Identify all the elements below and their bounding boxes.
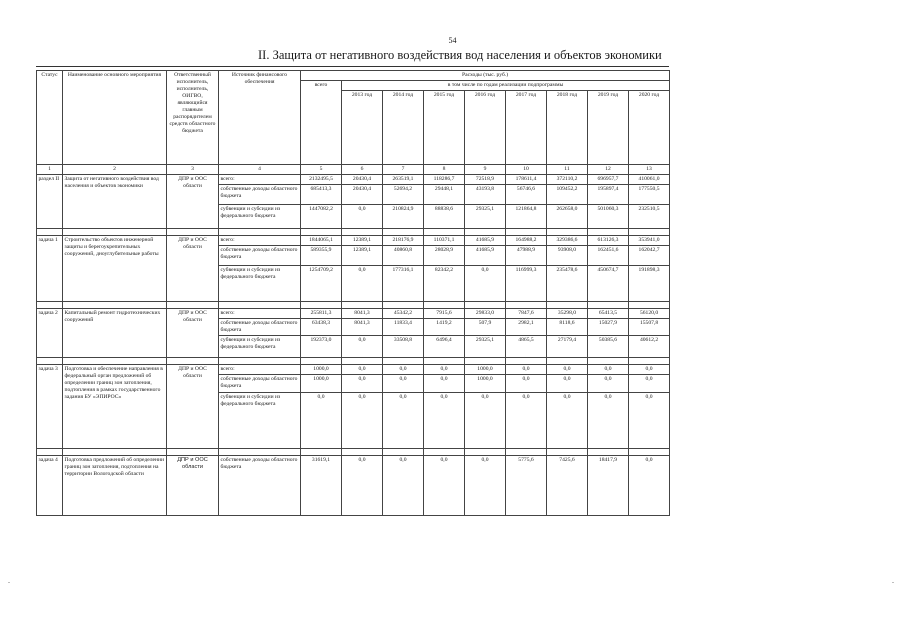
value-cell: 0,0 — [383, 392, 424, 448]
header-by-years: в том числе по годам реализации подпрограммы — [342, 80, 670, 90]
value-cell: 0,0 — [383, 374, 424, 392]
header-total: всего — [301, 80, 342, 164]
value-cell: 7847,6 — [506, 308, 547, 318]
value-cell: 1000,0 — [465, 374, 506, 392]
column-number: 1 — [37, 164, 63, 174]
value-cell: 0,0 — [342, 455, 383, 515]
value-cell: 12389,1 — [342, 245, 383, 265]
group-executor: ДПР и ООС области — [167, 235, 219, 301]
spacer-cell — [506, 301, 547, 308]
column-number: 11 — [547, 164, 588, 174]
value-cell: 263519,1 — [383, 174, 424, 184]
value-cell: 450674,7 — [588, 265, 629, 301]
header-year: 2016 год — [465, 90, 506, 164]
spacer-cell — [547, 301, 588, 308]
column-number: 5 — [301, 164, 342, 174]
value-cell: 0,0 — [342, 265, 383, 301]
spacer-cell — [342, 448, 383, 455]
value-cell: 1000,0 — [301, 374, 342, 392]
spacer-cell — [465, 357, 506, 364]
value-cell: 12389,1 — [342, 235, 383, 245]
value-cell: 195897,4 — [588, 184, 629, 204]
value-cell: 47988,9 — [506, 245, 547, 265]
header-year: 2014 год — [383, 90, 424, 164]
value-cell: 29325,1 — [465, 335, 506, 357]
value-cell: 110371,1 — [424, 235, 465, 245]
source-cell: всего: — [219, 235, 301, 245]
value-cell: 0,0 — [465, 455, 506, 515]
value-cell: 232510,5 — [629, 204, 670, 228]
value-cell: 27179,4 — [547, 335, 588, 357]
value-cell: 0,0 — [506, 364, 547, 374]
column-number: 8 — [424, 164, 465, 174]
spacer-cell — [219, 448, 301, 455]
value-cell: 1000,0 — [301, 364, 342, 374]
value-cell: 0,0 — [629, 364, 670, 374]
value-cell: 15027,9 — [588, 318, 629, 335]
value-cell: 29448,1 — [424, 184, 465, 204]
value-cell: 11833,4 — [383, 318, 424, 335]
value-cell: 109452,2 — [547, 184, 588, 204]
value-cell: 0,0 — [424, 374, 465, 392]
value-cell: 262658,0 — [547, 204, 588, 228]
value-cell: 7915,6 — [424, 308, 465, 318]
value-cell: 1447082,2 — [301, 204, 342, 228]
value-cell: 33508,8 — [383, 335, 424, 357]
value-cell: 118286,7 — [424, 174, 465, 184]
page-number: 54 — [448, 36, 457, 45]
value-cell: 31619,1 — [301, 455, 342, 515]
value-cell: 29325,1 — [465, 204, 506, 228]
spacer-cell — [383, 301, 424, 308]
value-cell: 7425,6 — [547, 455, 588, 515]
value-cell: 0,0 — [342, 392, 383, 448]
column-number: 2 — [63, 164, 167, 174]
value-cell: 589355,9 — [301, 245, 342, 265]
value-cell: 501060,3 — [588, 204, 629, 228]
header-year: 2017 год — [506, 90, 547, 164]
value-cell: 0,0 — [506, 392, 547, 448]
value-cell: 5775,6 — [506, 455, 547, 515]
value-cell: 15507,8 — [629, 318, 670, 335]
spacer-cell — [63, 301, 167, 308]
spacer-cell — [37, 448, 63, 455]
source-cell: всего: — [219, 364, 301, 374]
value-cell: 210824,9 — [383, 204, 424, 228]
spacer-cell — [219, 301, 301, 308]
column-number: 3 — [167, 164, 219, 174]
value-cell: 45342,2 — [383, 308, 424, 318]
source-cell: собственные доходы областного бюджета — [219, 184, 301, 204]
spacer-cell — [301, 448, 342, 455]
value-cell: 6496,4 — [424, 335, 465, 357]
value-cell: 0,0 — [629, 374, 670, 392]
spacer-cell — [588, 301, 629, 308]
spacer-cell — [37, 228, 63, 235]
value-cell: 8041,3 — [342, 308, 383, 318]
value-cell: 0,0 — [465, 392, 506, 448]
value-cell: 372110,2 — [547, 174, 588, 184]
header-expenses: Расходы (тыс. руб.) — [301, 71, 670, 81]
header-year: 2019 год — [588, 90, 629, 164]
group-name: Строительство объектов инженерной защиты и берегоукрепительных сооружений, дноуглубительные работы — [63, 235, 167, 301]
budget-table — [36, 70, 670, 516]
spacer-cell — [629, 301, 670, 308]
spacer-cell — [506, 357, 547, 364]
value-cell: 191898,3 — [629, 265, 670, 301]
column-number: 12 — [588, 164, 629, 174]
spacer-cell — [167, 357, 219, 364]
header-event: Наименование основного мероприятия — [63, 71, 167, 165]
spacer-cell — [424, 448, 465, 455]
value-cell: 8118,6 — [547, 318, 588, 335]
spacer-cell — [424, 357, 465, 364]
value-cell: 65413,5 — [588, 308, 629, 318]
table-row — [37, 174, 670, 184]
spacer-cell — [342, 228, 383, 235]
spacer-cell — [63, 357, 167, 364]
spacer-cell — [465, 448, 506, 455]
spacer-cell — [424, 228, 465, 235]
header-year: 2018 год — [547, 90, 588, 164]
source-cell: всего: — [219, 308, 301, 318]
value-cell: 0,0 — [424, 392, 465, 448]
spacer-cell — [167, 301, 219, 308]
value-cell: 0,0 — [588, 374, 629, 392]
value-cell: 41685,9 — [465, 245, 506, 265]
column-number: 9 — [465, 164, 506, 174]
value-cell: 1844065,1 — [301, 235, 342, 245]
value-cell: 56120,0 — [629, 308, 670, 318]
source-cell: собственные доходы областного бюджета — [219, 245, 301, 265]
spacer-cell — [506, 228, 547, 235]
value-cell: 56746,6 — [506, 184, 547, 204]
spacer-cell — [342, 301, 383, 308]
value-cell: 1254709,2 — [301, 265, 342, 301]
spacer-cell — [588, 228, 629, 235]
spacer-cell — [63, 228, 167, 235]
header-row-1 — [37, 71, 670, 81]
group-name: Капитальный ремонт гидротехнических сооружений — [63, 308, 167, 357]
group-executor: ДПР и ООС области — [167, 455, 219, 515]
header-year: 2015 год — [424, 90, 465, 164]
scan-edge-mark-left: - — [8, 580, 10, 586]
source-cell: субвенции и субсидии из федерального бюджета — [219, 204, 301, 228]
value-cell: 177550,5 — [629, 184, 670, 204]
column-number: 13 — [629, 164, 670, 174]
spacer-cell — [588, 357, 629, 364]
spacer-cell — [167, 228, 219, 235]
spacer-cell — [167, 448, 219, 455]
value-cell: 164988,2 — [506, 235, 547, 245]
table-row — [37, 308, 670, 318]
title-underline — [36, 66, 669, 67]
spacer-cell — [547, 357, 588, 364]
value-cell: 0,0 — [588, 392, 629, 448]
column-number: 4 — [219, 164, 301, 174]
table-row — [37, 235, 670, 245]
spacer-cell — [506, 448, 547, 455]
value-cell: 4865,5 — [506, 335, 547, 357]
value-cell: 0,0 — [342, 364, 383, 374]
value-cell: 63438,3 — [301, 318, 342, 335]
spacer-cell — [342, 357, 383, 364]
value-cell: 0,0 — [506, 374, 547, 392]
value-cell: 329386,6 — [547, 235, 588, 245]
group-status: раздел II — [37, 174, 63, 228]
spacer-cell — [301, 301, 342, 308]
value-cell: 685413,3 — [301, 184, 342, 204]
spacer-cell — [629, 228, 670, 235]
value-cell: 255811,3 — [301, 308, 342, 318]
value-cell: 0,0 — [588, 364, 629, 374]
group-spacer — [37, 301, 670, 308]
value-cell: 40860,8 — [383, 245, 424, 265]
value-cell: 18417,9 — [588, 455, 629, 515]
spacer-cell — [383, 448, 424, 455]
value-cell: 121864,8 — [506, 204, 547, 228]
group-spacer — [37, 228, 670, 235]
spacer-cell — [465, 301, 506, 308]
value-cell: 82342,2 — [424, 265, 465, 301]
source-cell: собственные доходы областного бюджета — [219, 455, 301, 515]
value-cell: 0,0 — [383, 455, 424, 515]
value-cell: 0,0 — [424, 364, 465, 374]
source-cell: субвенции и субсидии из федерального бюджета — [219, 335, 301, 357]
header-status: Статус — [37, 71, 63, 165]
spacer-cell — [547, 448, 588, 455]
value-cell: 29833,0 — [465, 308, 506, 318]
spacer-cell — [301, 357, 342, 364]
value-cell: 0,0 — [629, 455, 670, 515]
column-number: 10 — [506, 164, 547, 174]
group-executor: ДПР и ООС области — [167, 308, 219, 357]
value-cell: 41685,9 — [465, 235, 506, 245]
value-cell: 40612,2 — [629, 335, 670, 357]
column-numbers-row — [37, 164, 670, 174]
header-source: Источник финансового обеспечения — [219, 71, 301, 165]
spacer-cell — [629, 357, 670, 364]
spacer-cell — [37, 301, 63, 308]
value-cell: 218176,9 — [383, 235, 424, 245]
value-cell: 1000,0 — [465, 364, 506, 374]
value-cell: 20430,4 — [342, 184, 383, 204]
value-cell: 2132495,5 — [301, 174, 342, 184]
value-cell: 8041,3 — [342, 318, 383, 335]
value-cell: 613126,3 — [588, 235, 629, 245]
value-cell: 88838,6 — [424, 204, 465, 228]
table-row — [37, 455, 670, 515]
value-cell: 72518,9 — [465, 174, 506, 184]
value-cell: 116999,3 — [506, 265, 547, 301]
value-cell: 28028,9 — [424, 245, 465, 265]
value-cell: 235478,6 — [547, 265, 588, 301]
group-status: задача 3 — [37, 364, 63, 448]
group-status: задача 4 — [37, 455, 63, 515]
value-cell: 0,0 — [547, 374, 588, 392]
group-status: задача 1 — [37, 235, 63, 301]
value-cell: 1419,2 — [424, 318, 465, 335]
value-cell: 0,0 — [629, 392, 670, 448]
value-cell: 0,0 — [547, 364, 588, 374]
value-cell: 0,0 — [342, 374, 383, 392]
value-cell: 52694,2 — [383, 184, 424, 204]
column-number: 6 — [342, 164, 383, 174]
spacer-cell — [383, 228, 424, 235]
group-executor: ДПР и ООС области — [167, 174, 219, 228]
value-cell: 43193,8 — [465, 184, 506, 204]
source-cell: собственные доходы областного бюджета — [219, 318, 301, 335]
column-number: 7 — [383, 164, 424, 174]
group-name: Подготовка и обеспечение направления в федеральный орган предложений об определении границ зон затопления, подтопления в рамках государственного задания БУ «ЭПИРОС» — [63, 364, 167, 448]
value-cell: 696957,7 — [588, 174, 629, 184]
spacer-cell — [383, 357, 424, 364]
document-title: II. Защита от негативного воздействия вод населения и объектов экономики — [258, 48, 662, 62]
spacer-cell — [219, 228, 301, 235]
value-cell: 35298,0 — [547, 308, 588, 318]
value-cell: 353941,0 — [629, 235, 670, 245]
value-cell: 0,0 — [301, 392, 342, 448]
group-status: задача 2 — [37, 308, 63, 357]
spacer-cell — [301, 228, 342, 235]
value-cell: 2982,1 — [506, 318, 547, 335]
group-executor: ДПР и ООС области — [167, 364, 219, 448]
value-cell: 0,0 — [465, 265, 506, 301]
value-cell: 0,0 — [342, 204, 383, 228]
table-row — [37, 364, 670, 374]
spacer-cell — [37, 357, 63, 364]
group-name: Защита от негативного воздействия вод населения и объектов экономики — [63, 174, 167, 228]
source-cell: субвенции и субсидии из федерального бюджета — [219, 265, 301, 301]
header-year: 2020 год — [629, 90, 670, 164]
value-cell: 50385,6 — [588, 335, 629, 357]
value-cell: 0,0 — [424, 455, 465, 515]
value-cell: 0,0 — [547, 392, 588, 448]
spacer-cell — [588, 448, 629, 455]
value-cell: 162042,7 — [629, 245, 670, 265]
value-cell: 162451,6 — [588, 245, 629, 265]
source-cell: всего: — [219, 174, 301, 184]
spacer-cell — [424, 301, 465, 308]
spacer-cell — [63, 448, 167, 455]
value-cell: 192373,0 — [301, 335, 342, 357]
spacer-cell — [219, 357, 301, 364]
value-cell: 178611,4 — [506, 174, 547, 184]
value-cell: 507,9 — [465, 318, 506, 335]
spacer-cell — [547, 228, 588, 235]
source-cell: субвенции и субсидии из федерального бюджета — [219, 392, 301, 448]
scan-edge-mark-right: - — [892, 580, 894, 586]
group-spacer — [37, 357, 670, 364]
group-name: Подготовка предложений об определении границ зон затопления, подтопления на территории Вологодской области — [63, 455, 167, 515]
spacer-cell — [629, 448, 670, 455]
value-cell: 0,0 — [383, 364, 424, 374]
group-spacer — [37, 448, 670, 455]
value-cell: 0,0 — [342, 335, 383, 357]
value-cell: 93908,0 — [547, 245, 588, 265]
value-cell: 177316,1 — [383, 265, 424, 301]
value-cell: 20430,4 — [342, 174, 383, 184]
header-year: 2013 год — [342, 90, 383, 164]
spacer-cell — [465, 228, 506, 235]
header-executor: Ответственный исполнитель, исполнитель, ОИГВО, являющийся главным распорядителем средств областного бюджета — [167, 71, 219, 165]
source-cell: собственные доходы областного бюджета — [219, 374, 301, 392]
value-cell: 410061,0 — [629, 174, 670, 184]
